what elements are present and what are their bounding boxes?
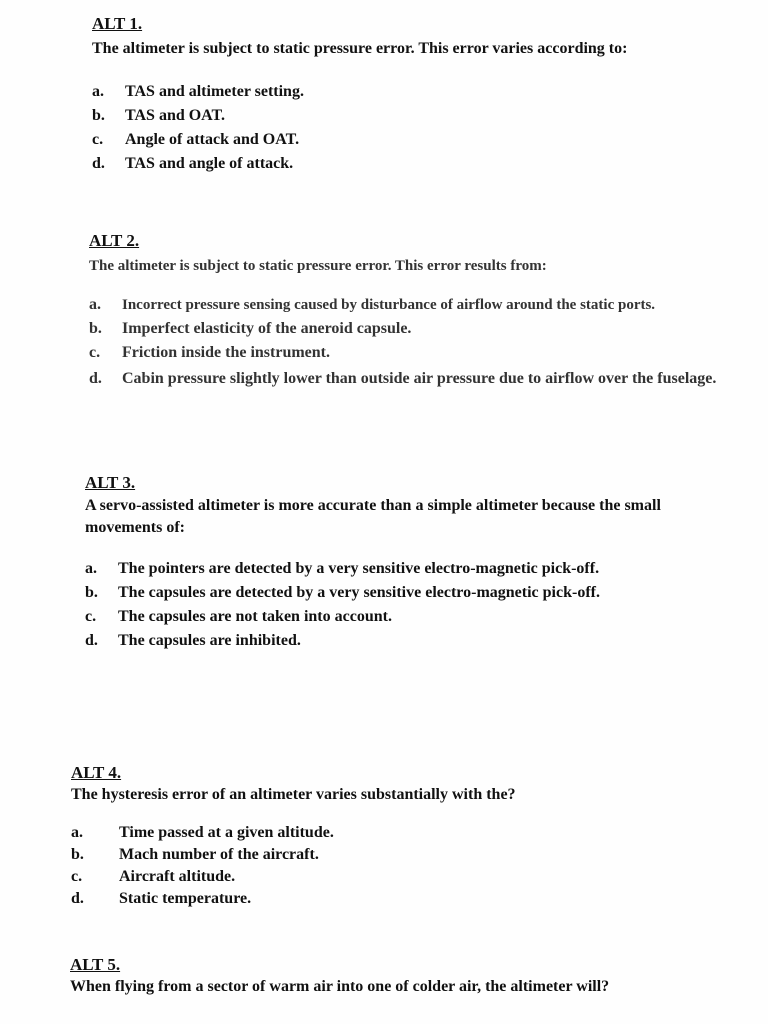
option-text: Cabin pressure slightly lower than outside air pressure due to airflow over the fuselage.	[122, 370, 717, 387]
option-text: The capsules are detected by a very sensitive electro-magnetic pick-off.	[118, 584, 600, 601]
option-letter: a.	[92, 83, 104, 100]
option-text: Incorrect pressure sensing caused by disturbance of airflow around the static ports.	[122, 297, 656, 313]
option-item	[92, 128, 742, 152]
question-block	[92, 14, 742, 176]
option-item	[89, 317, 729, 341]
question-text: A servo-assisted altimeter is more accurate than a simple altimeter because the small movements of:	[85, 497, 661, 536]
option-text: TAS and OAT.	[125, 107, 226, 124]
question-title: ALT 3.	[85, 473, 136, 492]
option-item	[85, 581, 705, 605]
option-letter: c.	[89, 344, 101, 361]
option-letter: b.	[85, 584, 98, 601]
question-block	[71, 763, 691, 910]
option-letter: b.	[89, 320, 102, 337]
option-text: Imperfect elasticity of the aneroid capsule.	[122, 320, 412, 337]
question-text: The altimeter is subject to static pressure error. This error results from:	[89, 258, 547, 274]
question-block	[85, 473, 705, 653]
option-item	[92, 80, 742, 104]
options-list	[71, 822, 691, 910]
option-letter: b.	[71, 846, 84, 863]
question-text: When flying from a sector of warm air into one of colder air, the altimeter will?	[70, 978, 610, 995]
option-item	[89, 341, 729, 365]
option-item	[92, 152, 742, 176]
option-text: Time passed at a given altitude.	[119, 824, 334, 841]
question-block	[89, 231, 729, 390]
option-item	[71, 822, 691, 844]
option-item	[89, 293, 729, 317]
question-block	[70, 955, 710, 998]
question-title: ALT 1.	[92, 14, 143, 33]
option-letter: c.	[85, 608, 97, 625]
option-item	[89, 368, 729, 390]
option-item	[92, 104, 742, 128]
option-item	[71, 866, 691, 888]
option-letter: d.	[89, 370, 102, 387]
option-item	[71, 844, 691, 866]
option-letter: a.	[85, 560, 97, 577]
option-text: TAS and angle of attack.	[125, 155, 294, 172]
question-text: The altimeter is subject to static pressure error. This error varies according to:	[92, 40, 628, 57]
option-text: The pointers are detected by a very sensitive electro-magnetic pick-off.	[118, 560, 600, 577]
option-text: The capsules are not taken into account.	[118, 608, 392, 625]
question-title: ALT 5.	[70, 955, 121, 974]
option-letter: d.	[92, 155, 105, 172]
option-text: Friction inside the instrument.	[122, 344, 330, 361]
option-text: Static temperature.	[119, 890, 252, 907]
options-list	[89, 293, 729, 390]
question-text: The hysteresis error of an altimeter varies substantially with the?	[71, 786, 516, 803]
option-letter: d.	[85, 632, 98, 649]
option-item	[71, 888, 691, 910]
option-text: TAS and altimeter setting.	[125, 83, 304, 100]
option-text: The capsules are inhibited.	[118, 632, 301, 649]
options-list	[85, 557, 705, 653]
options-list	[92, 80, 742, 176]
option-letter: a.	[89, 296, 101, 313]
option-item	[85, 605, 705, 629]
option-letter: c.	[71, 868, 83, 885]
option-item	[85, 629, 705, 653]
option-letter: d.	[71, 890, 84, 907]
option-letter: a.	[71, 824, 83, 841]
option-letter: b.	[92, 107, 105, 124]
option-letter: c.	[92, 131, 104, 148]
option-text: Aircraft altitude.	[119, 868, 236, 885]
question-title: ALT 4.	[71, 763, 122, 782]
option-text: Angle of attack and OAT.	[125, 131, 300, 148]
option-item	[85, 557, 705, 581]
question-title: ALT 2.	[89, 231, 140, 250]
option-text: Mach number of the aircraft.	[119, 846, 319, 863]
